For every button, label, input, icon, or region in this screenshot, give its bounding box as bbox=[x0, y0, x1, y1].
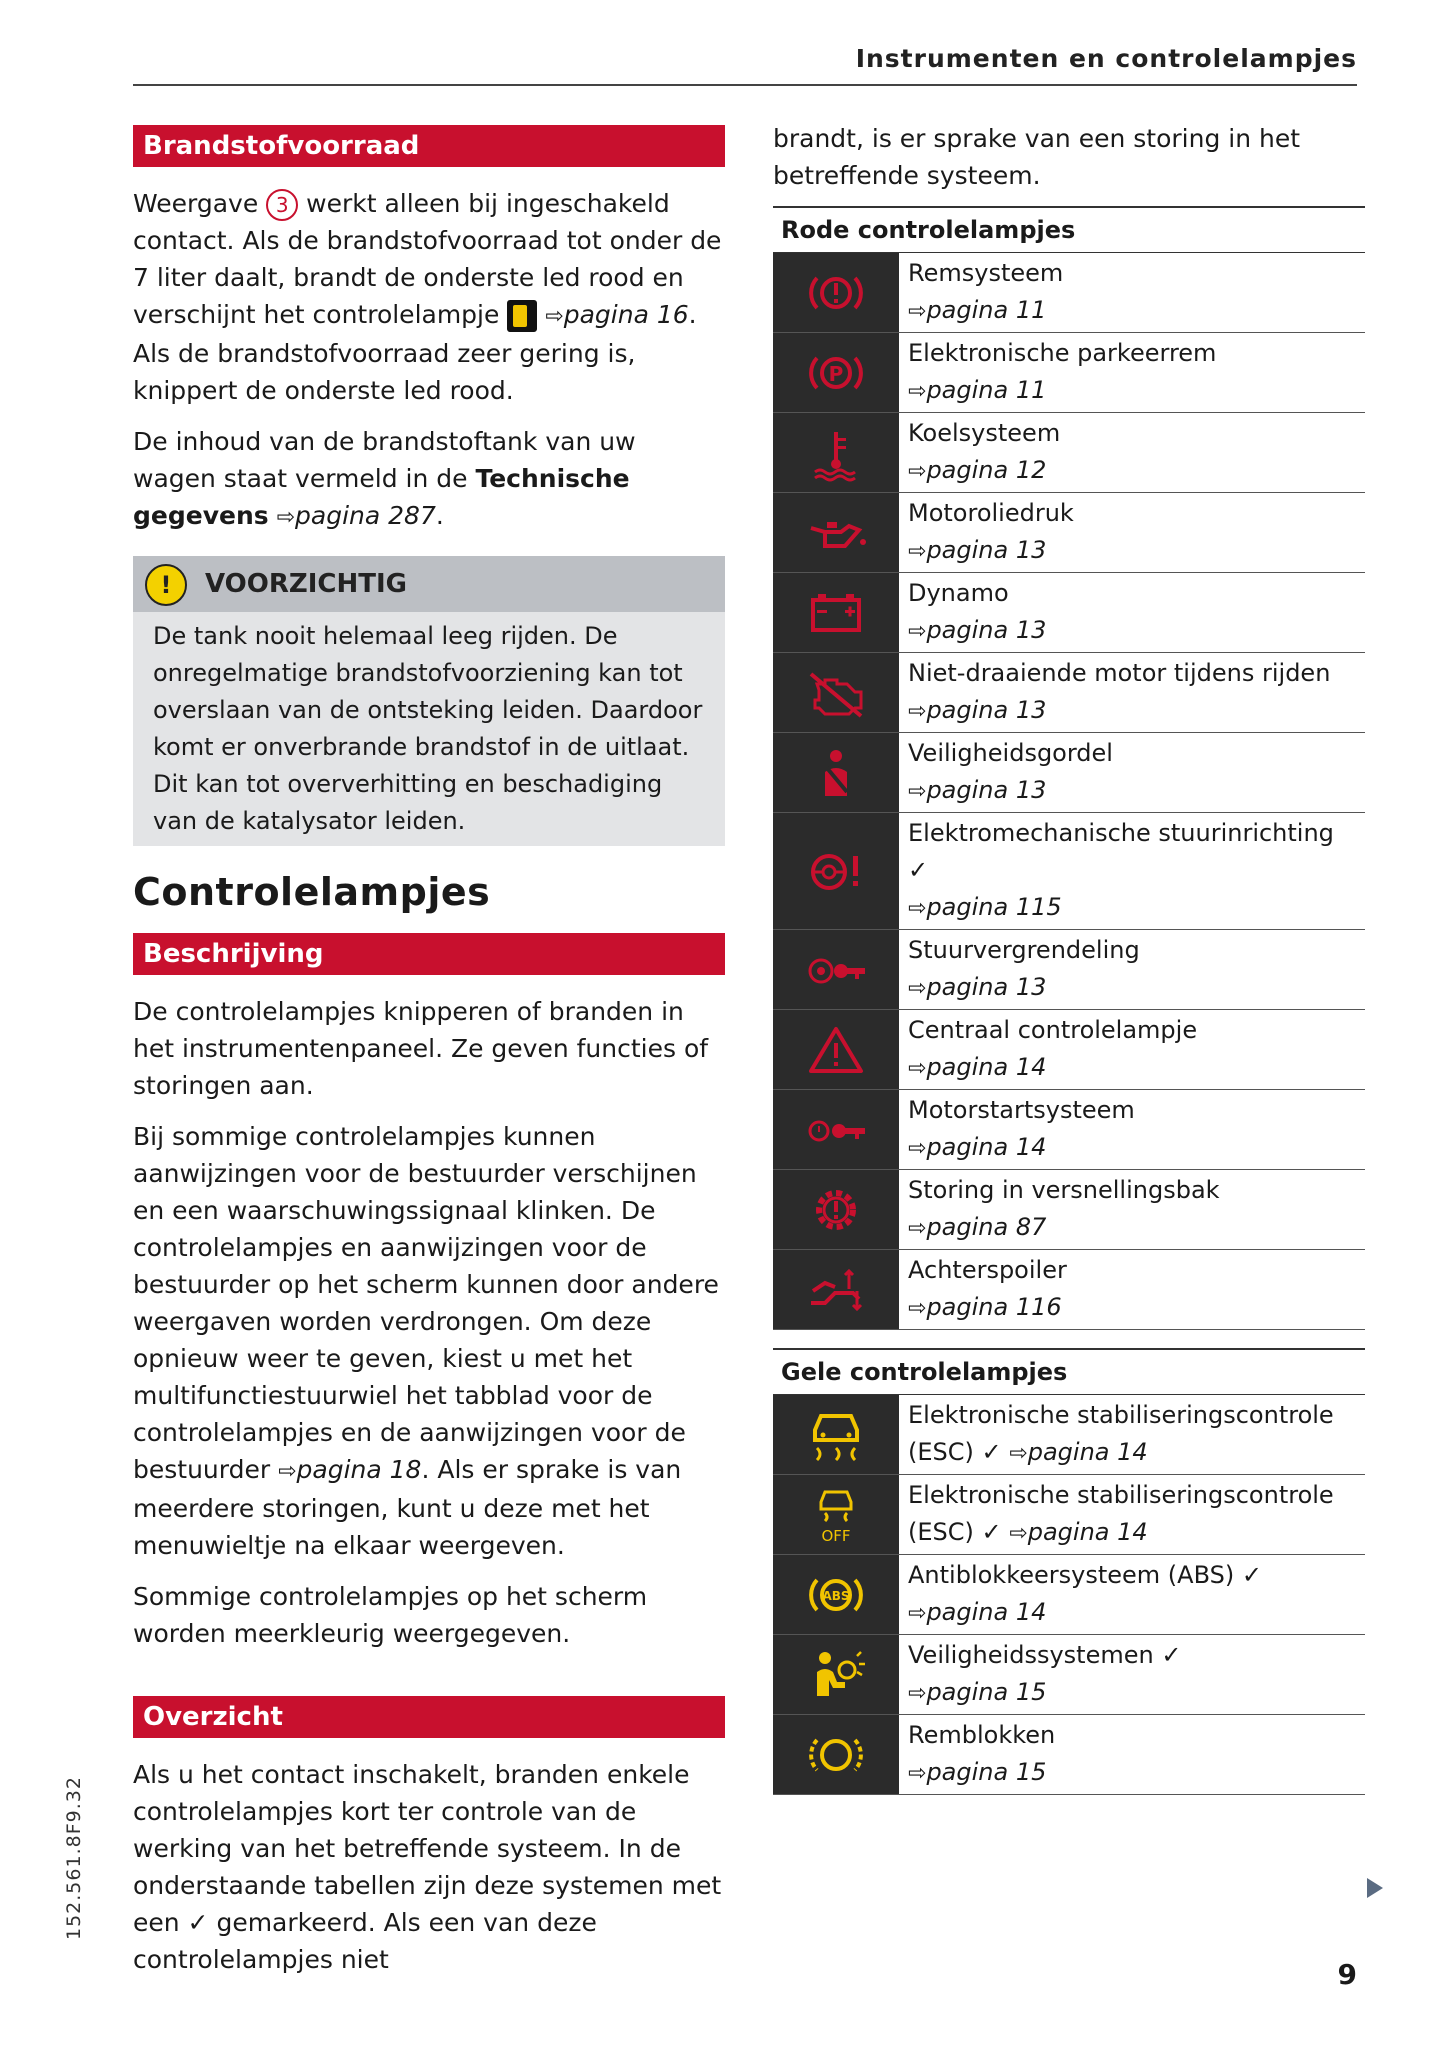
arrow-icon: ⇨ bbox=[908, 539, 927, 564]
section-title-fuel: Brandstofvoorraad bbox=[133, 125, 725, 167]
lamp-label: Centraal controlelampje bbox=[908, 1016, 1198, 1044]
fuel-paragraph-2: De inhoud van de brandstoftank van uw wagen staat vermeld in de Technische gegevens ⇨pagina 287. bbox=[133, 427, 636, 530]
row-text bbox=[900, 1635, 1365, 1714]
page-link[interactable]: pagina 11 bbox=[926, 296, 1047, 324]
row-text bbox=[900, 333, 1365, 412]
steering-warning-icon bbox=[773, 813, 900, 929]
text: . Als er sprake is van meerdere storingen, kunt u deze met het menuwieltje na elkaar weergeven. bbox=[133, 1455, 682, 1560]
row-text bbox=[900, 813, 1365, 929]
table-row bbox=[773, 413, 1365, 493]
arrow-icon: ⇨ bbox=[545, 304, 564, 329]
caution-box bbox=[133, 556, 725, 846]
coolant-icon bbox=[773, 413, 900, 492]
check-mark: ✓ bbox=[1241, 1561, 1262, 1589]
continue-arrow-icon bbox=[1367, 1878, 1383, 1898]
text: werkt alleen bij ingeschakeld contact. Als de brandstofvoorraad tot onder de 7 liter daalt, brandt de onderste led rood en verschijnt het controlelampje bbox=[133, 189, 722, 329]
central-warning-icon bbox=[773, 1010, 900, 1089]
row-text bbox=[900, 1250, 1365, 1329]
arrow-icon: ⇨ bbox=[908, 1216, 927, 1241]
table-row bbox=[773, 930, 1365, 1010]
check-mark: ✓ bbox=[981, 1438, 1002, 1466]
brake-icon bbox=[773, 253, 900, 332]
description-paragraph-3: Sommige controlelampjes op het scherm worden meerkleurig weergegeven. bbox=[133, 1582, 648, 1648]
table-row bbox=[773, 733, 1365, 813]
row-text bbox=[900, 493, 1365, 572]
lamp-label: Antiblokkeersysteem (ABS) bbox=[908, 1561, 1235, 1589]
table-row bbox=[773, 1090, 1365, 1170]
page-link[interactable]: pagina 13 bbox=[926, 536, 1047, 564]
page-link[interactable]: pagina 14 bbox=[926, 1598, 1047, 1626]
arrow-icon: ⇨ bbox=[908, 1681, 927, 1706]
text: Bij sommige controlelampjes kunnen aanwijzingen voor de bestuurder verschijnen en een waarschuwingssignaal klinken. De controlelampjes en aanwijzingen voor de bestuurder op het scherm kunnen door andere weergaven worden verdrongen. Om deze opnieuw weer te geven, kiest u met het multifunctiestuurwiel het tabblad voor de controlelampjes en de aanwijzingen voor de bestuurder bbox=[133, 1122, 719, 1484]
abs-label: ABS bbox=[822, 1588, 850, 1603]
arrow-icon: ⇨ bbox=[1009, 1521, 1028, 1546]
abbr: (ESC) bbox=[908, 1438, 974, 1466]
check-mark: ✓ bbox=[981, 1518, 1002, 1546]
off-label: OFF bbox=[821, 1526, 851, 1544]
parking-brake-icon bbox=[773, 333, 900, 412]
page-link[interactable]: pagina 14 bbox=[1027, 1438, 1148, 1466]
esc-icon bbox=[773, 1395, 900, 1474]
display-number-badge: 3 bbox=[266, 189, 298, 221]
lamp-label: Koelsysteem bbox=[908, 419, 1061, 447]
row-text bbox=[900, 1170, 1365, 1249]
lamp-label: Motorstartsysteem bbox=[908, 1096, 1135, 1124]
arrow-icon: ⇨ bbox=[908, 1761, 927, 1786]
arrow-icon: ⇨ bbox=[908, 976, 927, 1001]
engine-stall-icon bbox=[773, 653, 900, 732]
table-row bbox=[773, 573, 1365, 653]
table-row bbox=[773, 1395, 1365, 1475]
arrow-icon: ⇨ bbox=[276, 505, 296, 530]
section-title-description: Beschrijving bbox=[133, 933, 725, 975]
header-rule bbox=[133, 84, 1357, 86]
section-title-overview: Overzicht bbox=[133, 1696, 725, 1738]
text: . Als de brandstofvoorraad zeer gering is, knippert de onderste led rood. bbox=[133, 300, 697, 405]
page-link[interactable]: pagina 13 bbox=[926, 616, 1047, 644]
arrow-icon: ⇨ bbox=[278, 1459, 297, 1484]
row-text bbox=[900, 1475, 1365, 1554]
page-link[interactable]: pagina 12 bbox=[926, 456, 1047, 484]
page-link[interactable]: pagina 13 bbox=[926, 696, 1047, 724]
lamp-label: Storing in versnellingsbak bbox=[908, 1176, 1220, 1204]
page-link[interactable]: pagina 18 bbox=[296, 1455, 422, 1484]
caution-text: De tank nooit helemaal leeg rijden. De onregelmatige brandstofvoorziening kan tot overslaan van de ontsteking leiden. Daardoor komt er onverbrande brandstof in de uitlaat. Dit kan tot oververhitting en beschadiging van de katalysator leiden. bbox=[153, 622, 703, 835]
lamp-label: Achterspoiler bbox=[908, 1256, 1067, 1284]
arrow-icon: ⇨ bbox=[908, 896, 927, 921]
lamp-label: Elektronische parkeerrem bbox=[908, 339, 1217, 367]
row-text bbox=[900, 1010, 1365, 1089]
page-link[interactable]: pagina 14 bbox=[926, 1053, 1047, 1081]
row-text bbox=[900, 573, 1365, 652]
continued-paragraph: brandt, is er sprake van een storing in het betreffende systeem. bbox=[773, 124, 1301, 190]
table-row bbox=[773, 493, 1365, 573]
table-row bbox=[773, 653, 1365, 733]
engine-start-key-icon bbox=[773, 1090, 900, 1169]
arrow-icon: ⇨ bbox=[908, 1601, 927, 1626]
caution-label: VOORZICHTIG bbox=[205, 569, 408, 599]
right-column bbox=[773, 120, 1365, 1795]
row-text bbox=[900, 1715, 1365, 1794]
page-link[interactable]: pagina 115 bbox=[926, 893, 1062, 921]
page-link[interactable]: pagina 16 bbox=[563, 300, 689, 329]
left-column bbox=[133, 125, 725, 1992]
table-row bbox=[773, 1635, 1365, 1715]
arrow-icon: ⇨ bbox=[908, 1296, 927, 1321]
gearbox-icon bbox=[773, 1170, 900, 1249]
lamp-label: Stuurvergrendeling bbox=[908, 936, 1140, 964]
page-link[interactable]: pagina 287 bbox=[295, 501, 436, 530]
arrow-icon: ⇨ bbox=[908, 779, 927, 804]
row-text bbox=[900, 253, 1365, 332]
brake-pad-icon bbox=[773, 1715, 900, 1794]
table-row bbox=[773, 1250, 1365, 1330]
seatbelt-icon bbox=[773, 733, 900, 812]
arrow-icon: ⇨ bbox=[908, 619, 927, 644]
table-row bbox=[773, 1010, 1365, 1090]
description-paragraph-2 bbox=[133, 1118, 725, 1564]
yellow-lamps-table-title: Gele controlelampjes bbox=[773, 1348, 1365, 1395]
abbr: (ESC) bbox=[908, 1518, 974, 1546]
page-link[interactable]: pagina 13 bbox=[926, 973, 1047, 1001]
lamp-label: Elektronische stabiliseringscontrole bbox=[908, 1481, 1334, 1509]
lamp-label: Elektronische stabiliseringscontrole bbox=[908, 1401, 1334, 1429]
table-row bbox=[773, 333, 1365, 413]
arrow-icon: ⇨ bbox=[908, 379, 927, 404]
arrow-icon: ⇨ bbox=[908, 1136, 927, 1161]
caution-header bbox=[133, 556, 725, 612]
table-row bbox=[773, 1170, 1365, 1250]
oil-pressure-icon bbox=[773, 493, 900, 572]
exclamation-warning-icon: ! bbox=[145, 564, 187, 606]
fuel-paragraph-1 bbox=[133, 185, 725, 409]
chapter-heading: Controlelampjes bbox=[133, 870, 491, 914]
page-link[interactable]: pagina 15 bbox=[926, 1678, 1047, 1706]
red-lamps-table bbox=[773, 253, 1365, 1330]
check-mark: ✓ bbox=[908, 856, 929, 884]
running-header: Instrumenten en controlelampjes bbox=[855, 44, 1357, 73]
rear-spoiler-icon bbox=[773, 1250, 900, 1329]
row-text bbox=[900, 930, 1365, 1009]
esc-off-icon bbox=[773, 1475, 900, 1554]
lamp-label: Remsysteem bbox=[908, 259, 1064, 287]
lamp-label: Remblokken bbox=[908, 1721, 1056, 1749]
table-row bbox=[773, 1715, 1365, 1795]
fuel-pump-icon bbox=[507, 300, 537, 332]
page-link[interactable]: pagina 116 bbox=[926, 1293, 1062, 1321]
lamp-label: Niet-draaiende motor tijdens rijden bbox=[908, 659, 1331, 687]
table-row bbox=[773, 253, 1365, 333]
page-link[interactable]: pagina 13 bbox=[926, 776, 1047, 804]
row-text bbox=[900, 733, 1365, 812]
page-link[interactable]: pagina 14 bbox=[1027, 1518, 1148, 1546]
text: Weergave bbox=[133, 189, 259, 218]
arrow-icon: ⇨ bbox=[908, 299, 927, 324]
row-text bbox=[900, 1090, 1365, 1169]
airbag-icon bbox=[773, 1635, 900, 1714]
description-paragraph-1: De controlelampjes knipperen of branden in het instrumentenpaneel. Ze geven functies of storingen aan. bbox=[133, 997, 709, 1100]
arrow-icon: ⇨ bbox=[1009, 1441, 1028, 1466]
check-mark: ✓ bbox=[1161, 1641, 1182, 1669]
row-text bbox=[900, 653, 1365, 732]
lamp-label: Elektromechanische stuurinrichting bbox=[908, 819, 1334, 847]
yellow-lamps-table bbox=[773, 1395, 1365, 1795]
lamp-label: Veiligheidsgordel bbox=[908, 739, 1113, 767]
row-text bbox=[900, 1395, 1365, 1474]
abs-icon bbox=[773, 1555, 900, 1634]
page-link[interactable]: pagina 14 bbox=[926, 1133, 1047, 1161]
table-row bbox=[773, 1555, 1365, 1635]
text: De inhoud van de brandstoftank van uw wagen staat vermeld in de bbox=[133, 427, 636, 493]
page-link[interactable]: pagina 87 bbox=[926, 1213, 1047, 1241]
lamp-label: Dynamo bbox=[908, 579, 1009, 607]
lamp-label: Veiligheidssystemen bbox=[908, 1641, 1154, 1669]
svg-text:P: P bbox=[828, 361, 844, 386]
arrow-icon: ⇨ bbox=[908, 459, 927, 484]
table-row bbox=[773, 1475, 1365, 1555]
battery-icon bbox=[773, 573, 900, 652]
document-code: 152.561.8F9.32 bbox=[63, 1776, 85, 1940]
arrow-icon: ⇨ bbox=[908, 1056, 927, 1081]
steering-lock-icon bbox=[773, 930, 900, 1009]
lamp-label: Motoroliedruk bbox=[908, 499, 1074, 527]
page-link[interactable]: pagina 15 bbox=[926, 1758, 1047, 1786]
table-row bbox=[773, 813, 1365, 930]
red-lamps-table-title: Rode controlelampjes bbox=[773, 206, 1365, 253]
overview-paragraph: Als u het contact inschakelt, branden enkele controlelampjes kort ter controle van de werking van het betreffende systeem. In de onderstaande tabellen zijn deze systemen met een ✓ gemarkeerd. Als een van deze controlelampjes niet bbox=[133, 1760, 722, 1974]
page-link[interactable]: pagina 11 bbox=[926, 376, 1047, 404]
page-number: 9 bbox=[1337, 1958, 1357, 1991]
row-text bbox=[900, 1555, 1365, 1634]
row-text bbox=[900, 413, 1365, 492]
bold-term: Technische gegevens bbox=[133, 464, 630, 530]
arrow-icon: ⇨ bbox=[908, 699, 927, 724]
